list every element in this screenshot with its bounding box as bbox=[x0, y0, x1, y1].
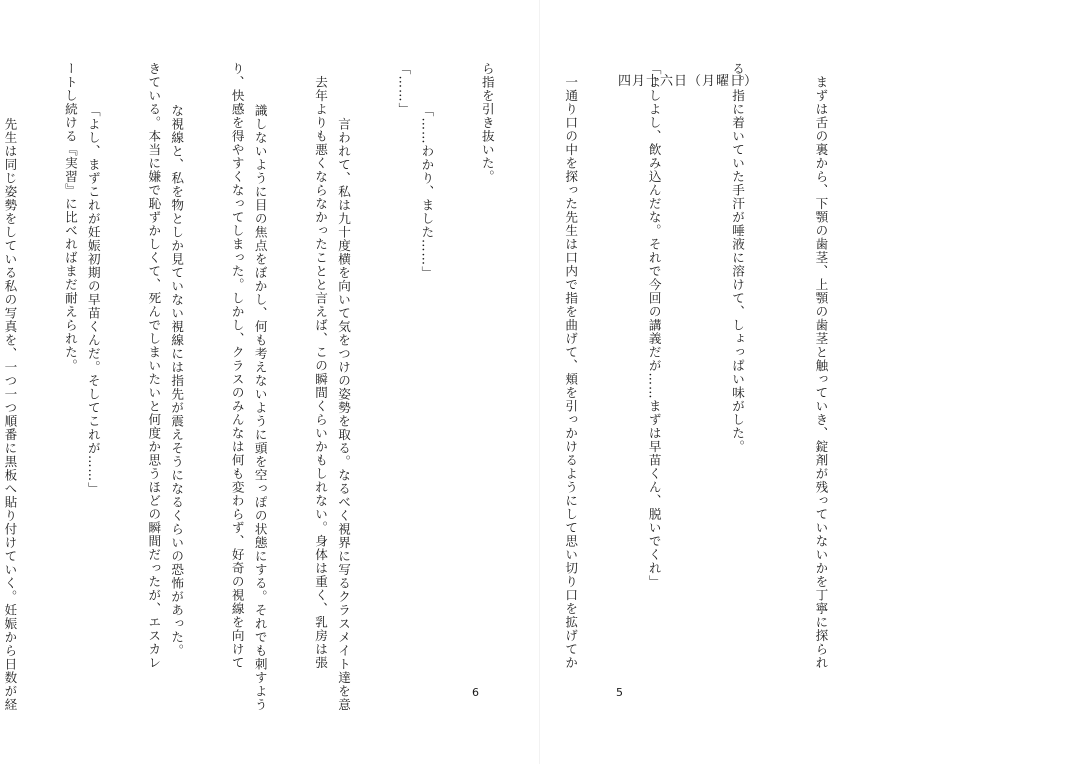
page-number: 6 bbox=[472, 686, 479, 699]
text-line: ートし続ける『実習』に比べればまだ耐えられた。 bbox=[62, 62, 78, 373]
text-line: 「……わかり、ました……」 bbox=[419, 104, 435, 280]
text-line: る。指に着いていた手汗が唾液に溶けて、しょっぱい味がした。 bbox=[730, 62, 746, 454]
text-line: きている。本当に嫌で恥ずかしくて、死んでしまいたいと何度か思うほどの瞬間だったが、エスカレ bbox=[146, 62, 162, 670]
text-line: 一通り口の中を探った先生は口内で指を曲げて、頬を引っかけるようにして思い切り口を拡げてか bbox=[563, 62, 579, 670]
text-line: ら指を引き抜いた。 bbox=[479, 62, 495, 184]
text-line: 「……」 bbox=[396, 62, 412, 116]
text-line: な視線と、私を物としか見ていない視線には指先が震えそうになるくらいの恐怖があった。 bbox=[169, 104, 185, 658]
page-number: 5 bbox=[616, 686, 623, 699]
text-line: 先生は同じ姿勢をしている私の写真を、一つ一つ順番に黒板へ貼り付けていく。妊娠から日数が経 bbox=[2, 104, 18, 712]
text-line: 言われて、私は九十度横を向いて気をつけの姿勢を取る。なるべく視界に写るクラスメイト達を意 bbox=[336, 104, 352, 712]
text-line: 去年よりも悪くならなかったことと言えば、この瞬間くらいかもしれない。身体は重く、乳房は張 bbox=[313, 62, 329, 670]
date-header: 四月十六日（月曜日） bbox=[618, 74, 759, 89]
text-line: 「よし、まずこれが妊娠初期の早苗くんだ。そしてこれが……」 bbox=[85, 104, 101, 496]
text-line: まずは舌の裏から、下顎の歯茎、上顎の歯茎と触っていき、錠剤が残っていないかを丁寧に探られ bbox=[813, 62, 829, 670]
text-line: 「よしよし、飲み込んだな。それで今回の講義だが……まずは早苗くん、脱いでくれ」 bbox=[646, 62, 662, 589]
text-line: 識しないように目の焦点をぼかし、何も考えないように頭を空っぽの状態にする。それでも刺すよう bbox=[252, 104, 268, 712]
text-line bbox=[0, 62, 1, 630]
text-line: り、快感を得やすくなってしまった。しかし、クラスのみんなは何も変わらず、好奇の視線を向けて bbox=[229, 62, 245, 670]
